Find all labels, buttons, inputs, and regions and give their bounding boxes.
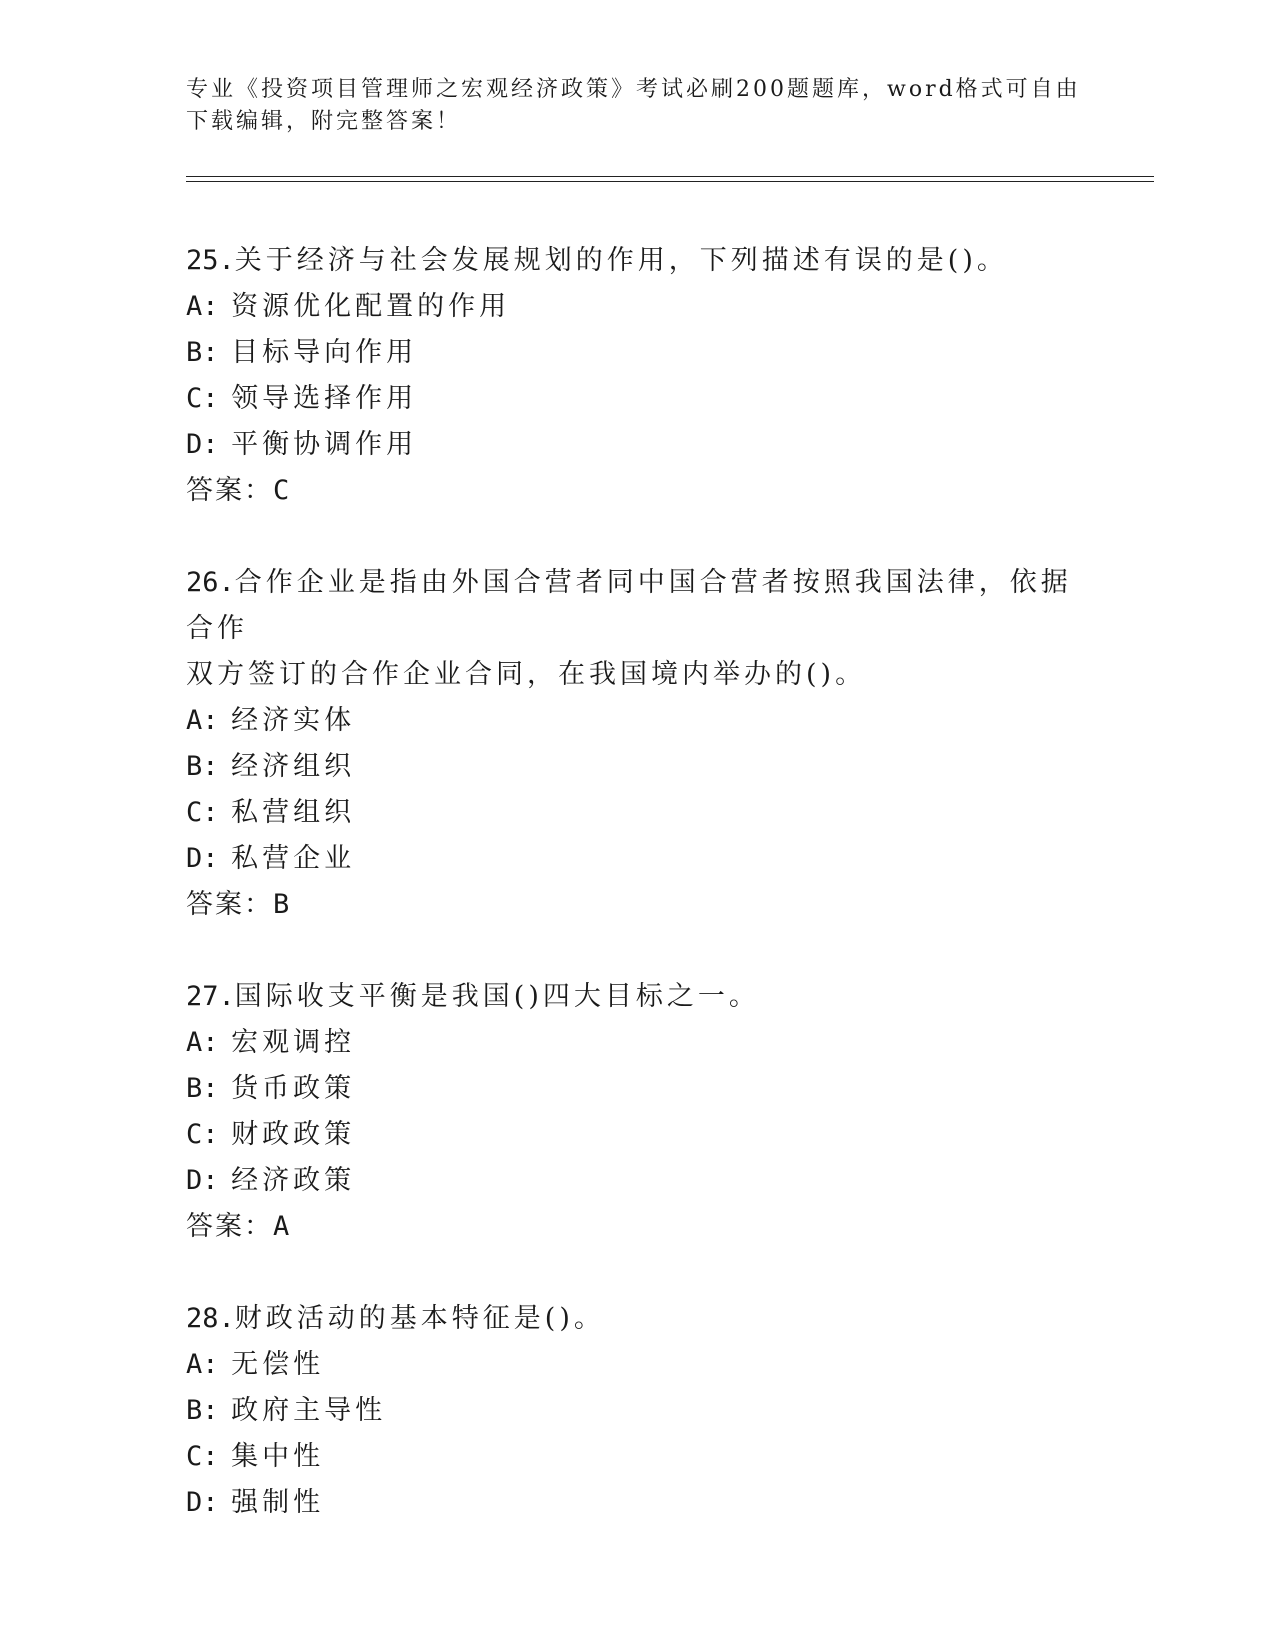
- header-line-1: 专业《投资项目管理师之宏观经济政策》考试必刷200题题库，word格式可自由: [186, 77, 1081, 102]
- question-text: 财政活动的基本特征是()。: [234, 1303, 605, 1334]
- option-letter: D:: [186, 1487, 219, 1518]
- spacer: [186, 514, 1086, 560]
- answer-value: A: [273, 1211, 290, 1242]
- answer-label: 答案：: [186, 889, 273, 920]
- option-letter: D:: [186, 1165, 219, 1196]
- question-stem: [186, 238, 1086, 284]
- option-text: 私营企业: [231, 843, 356, 874]
- header-line-2: 下载编辑，附完整答案！: [186, 109, 462, 134]
- option-letter: B:: [186, 751, 219, 782]
- question-number: 28.: [186, 1303, 235, 1334]
- option-a: [186, 1020, 1086, 1066]
- option-letter: C:: [186, 1441, 219, 1472]
- answer-label: 答案：: [186, 1211, 273, 1242]
- option-letter: A:: [186, 1349, 219, 1380]
- question-stem-continued: 双方签订的合作企业合同，在我国境内举办的()。: [186, 659, 867, 690]
- option-c: [186, 376, 1086, 422]
- option-letter: B:: [186, 1073, 219, 1104]
- option-letter: D:: [186, 843, 219, 874]
- question-text: 合作企业是指由外国合营者同中国合营者按照我国法律，依据合作: [186, 567, 1072, 644]
- option-letter: C:: [186, 1119, 219, 1150]
- option-a: [186, 284, 1086, 330]
- option-text: 私营组织: [231, 797, 356, 828]
- option-text: 政府主导性: [231, 1395, 387, 1426]
- document-header: [186, 74, 1086, 138]
- option-text: 经济组织: [231, 751, 356, 782]
- spacer: [186, 928, 1086, 974]
- option-text: 财政政策: [231, 1119, 356, 1150]
- option-text: 宏观调控: [231, 1027, 356, 1058]
- option-a: [186, 698, 1086, 744]
- option-d: [186, 422, 1086, 468]
- question-number: 27.: [186, 981, 235, 1012]
- option-b: [186, 1066, 1086, 1112]
- answer-line: [186, 882, 1086, 928]
- option-text: 领导选择作用: [231, 383, 418, 414]
- option-b: [186, 744, 1086, 790]
- option-letter: A:: [186, 705, 219, 736]
- option-text: 资源优化配置的作用: [231, 291, 511, 322]
- answer-line: [186, 1204, 1086, 1250]
- option-text: 目标导向作用: [231, 337, 418, 368]
- option-letter: D:: [186, 429, 219, 460]
- question-27: [186, 974, 1086, 1250]
- option-letter: A:: [186, 291, 219, 322]
- option-d: [186, 1480, 1086, 1526]
- option-letter: B:: [186, 337, 219, 368]
- question-text: 国际收支平衡是我国()四大目标之一。: [234, 981, 760, 1012]
- question-28: [186, 1296, 1086, 1526]
- option-text: 经济实体: [231, 705, 356, 736]
- option-letter: B:: [186, 1395, 219, 1426]
- question-25: [186, 238, 1086, 514]
- option-text: 强制性: [231, 1487, 325, 1518]
- question-number: 25.: [186, 245, 235, 276]
- answer-value: B: [273, 889, 290, 920]
- question-number: 26.: [186, 567, 235, 598]
- option-d: [186, 836, 1086, 882]
- option-a: [186, 1342, 1086, 1388]
- answer-label: 答案：: [186, 475, 273, 506]
- answer-value: C: [273, 475, 290, 506]
- question-list: [186, 238, 1086, 1526]
- header-rule-bottom: [186, 181, 1154, 182]
- header-rule-top: [186, 176, 1154, 177]
- option-c: [186, 1434, 1086, 1480]
- option-text: 无偿性: [231, 1349, 325, 1380]
- answer-line: [186, 468, 1086, 514]
- option-c: [186, 1112, 1086, 1158]
- question-stem: [186, 1296, 1086, 1342]
- option-d: [186, 1158, 1086, 1204]
- option-text: 货币政策: [231, 1073, 356, 1104]
- option-text: 集中性: [231, 1441, 325, 1472]
- option-b: [186, 1388, 1086, 1434]
- question-stem: [186, 560, 1086, 652]
- option-letter: C:: [186, 797, 219, 828]
- option-letter: A:: [186, 1027, 219, 1058]
- option-b: [186, 330, 1086, 376]
- option-letter: C:: [186, 383, 219, 414]
- spacer: [186, 1250, 1086, 1296]
- option-text: 平衡协调作用: [231, 429, 418, 460]
- question-stem: [186, 974, 1086, 1020]
- question-text: 关于经济与社会发展规划的作用，下列描述有误的是()。: [234, 245, 1008, 276]
- option-text: 经济政策: [231, 1165, 356, 1196]
- option-c: [186, 790, 1086, 836]
- question-26: [186, 560, 1086, 928]
